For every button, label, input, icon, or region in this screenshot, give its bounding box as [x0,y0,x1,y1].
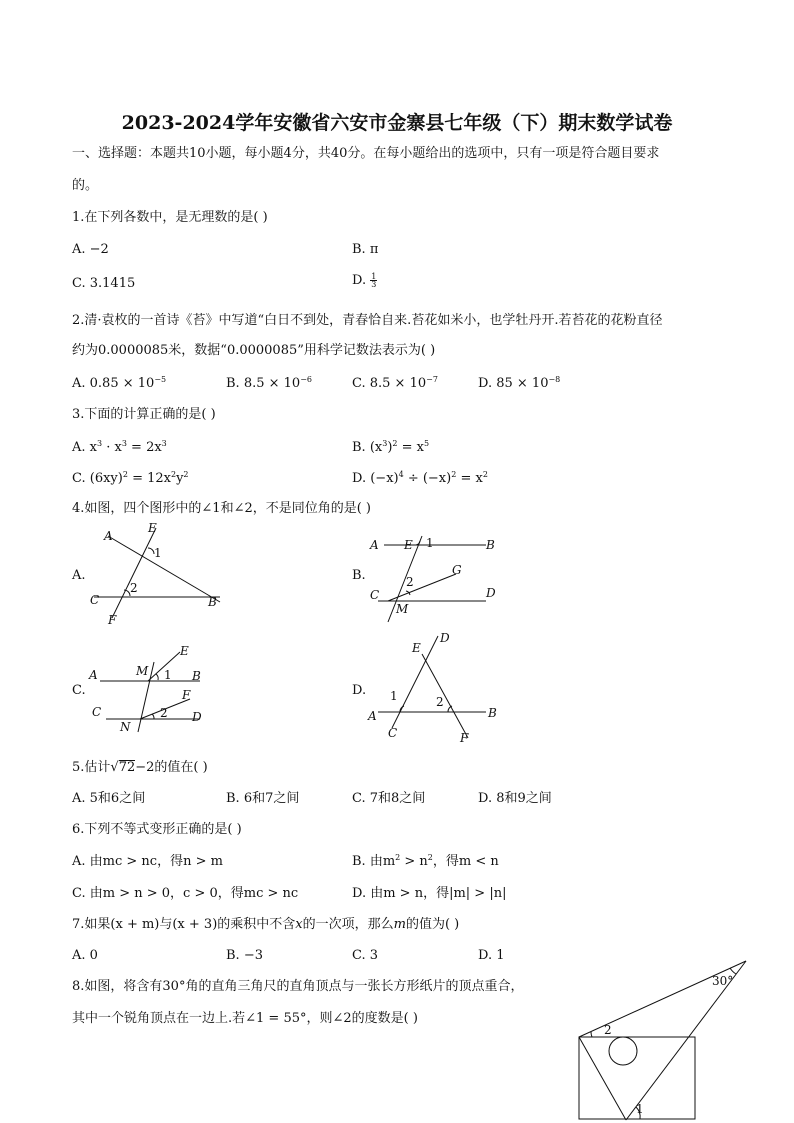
section-header-cont: 的。 [72,178,99,193]
figure-b [364,530,514,628]
sqrt-sign: √ [110,760,119,775]
q2-option-c [352,376,438,392]
q1-option-d-prefix: D. [352,273,367,288]
label-2: 2 [406,575,414,589]
radicand: 72 [118,760,136,775]
label-D: D [486,586,496,600]
q3-option-b: B. $(x^3)^2 = x^5$ [352,439,430,455]
q2-option-b [226,376,312,392]
q7-option-a: A. 0 [72,948,98,963]
label-E: E [412,641,421,655]
figure-d [364,628,504,746]
label-A: A [368,709,377,723]
label-1: 1 [164,668,172,682]
q4-option-b: B. [352,568,366,583]
q2-stem-line2: 约为0.0000085米，数据“0.0000085”用科学记数法表示为( ) [72,343,436,358]
q6-option-b: B. 由$m^2 > n^2$，得m < n [352,853,499,869]
q7-option-c: C. 3 [352,948,379,963]
base: B. 8.5 × 10 [226,376,301,391]
q7-option-b: B. −3 [226,948,263,963]
label-G: G [452,563,462,577]
q6-option-d: D. 由m > n，得|m| > |n| [352,886,507,901]
label-F: F [108,613,117,627]
page-title: 2023-2024学年安徽省六安市金寨县七年级（下）期末数学试卷 [121,112,673,134]
q8-stem-line1: 8.如图，将含有30°角的直角三角尺的直角顶点与一张长方形纸片的顶点重合， [72,979,524,994]
label-A: A [104,529,113,543]
angle-arc [156,674,158,680]
q6-option-c: C. 由m > n > 0，c > 0，得mc > nc [72,886,299,901]
fraction [370,273,377,288]
section-header: 一、选择题：本题共10小题，每小题4分，共40分。在每小题给出的选项中，只有一项是符合题目要求 [72,146,660,161]
label-M: M [396,602,409,616]
label-M: M [136,664,149,678]
label-30-degree: 30° [712,974,734,988]
label-1: 1 [390,689,398,703]
q5-stem-prefix: 5.估计 [72,760,111,775]
q3-stem: 3.下面的计算正确的是( ) [72,407,216,422]
q4-option-a: A. [72,568,86,583]
q3-option-d: D. $(-x)^4 \div (-x)^2 = x^2$ [352,470,488,486]
q6-option-a: A. 由mc > nc，得n > m [72,854,223,869]
line-EF [422,654,468,738]
q5-stem [72,760,208,776]
q3-option-c: C. $(6xy)^2 = 12x^2y^2$ [72,470,189,486]
label-D: D [192,710,202,724]
q8-stem-line2: 其中一个锐角顶点在一边上.若∠1 = 55°，则∠2的度数是( ) [72,1011,418,1026]
q3-option-a: A. $x^3 \cdot x^3 = 2x^3$ [72,439,167,455]
figure-c [86,640,216,738]
label-B: B [486,538,495,552]
q5-option-a: A. 5和6之间 [72,791,146,806]
label-F: F [182,688,191,702]
base: A. 0.85 × 10 [72,376,155,391]
label-E: E [404,538,413,552]
q1-option-c: C. 3.1415 [72,276,136,291]
q1-option-d [352,273,377,289]
label-F: F [460,731,469,745]
triangle-hole [609,1037,637,1065]
q2-stem-line1: 2.清·袁枚的一首诗《苔》中写道“白日不到处，青春恰自来.苔花如米小，也学牡丹开.若苔花的花粉直径 [72,313,663,328]
label-C: C [90,593,100,607]
angle-arc [152,714,154,719]
q6-stem: 6.下列不等式变形正确的是( ) [72,822,242,837]
q5-option-b: B. 6和7之间 [226,791,300,806]
q2-option-a [72,376,166,392]
figure-q8 [572,955,754,1123]
label-A: A [89,668,98,682]
label-D: D [440,631,450,645]
label-C: C [388,726,398,740]
q5-option-d: D. 8和9之间 [478,791,552,806]
q7-stem: 7.如果(x + m)与(x + 3)的乘积中不含x的一次项，那么m的值为( ) [72,917,460,932]
label-C: C [370,588,380,602]
q1-option-a: A. −2 [72,242,109,257]
q1-stem: 1.在下列各数中，是无理数的是( ) [72,210,268,225]
label-A: A [370,538,379,552]
label-2: 2 [160,706,168,720]
label-E: E [148,521,157,535]
label-B: B [488,706,497,720]
label-1: 1 [636,1102,644,1116]
line-CG [388,574,456,601]
denominator: 3 [371,280,377,289]
label-1: 1 [154,546,162,560]
label-2: 2 [604,1023,612,1037]
label-E: E [180,644,189,658]
q2-option-d [478,376,560,392]
angle-arc [591,1032,592,1037]
label-B: B [192,669,201,683]
base: D. 85 × 10 [478,376,549,391]
figure-a [84,518,234,630]
exponent: −5 [154,375,167,384]
q5-stem-suffix: −2的值在( ) [135,760,208,775]
q4-option-d: D. [352,683,367,698]
base: C. 8.5 × 10 [352,376,427,391]
q7-option-d: D. 1 [478,948,505,963]
angle-arc [416,541,420,545]
exponent: −8 [548,375,561,384]
q1-option-b: B. π [352,242,379,257]
numerator: 1 [371,272,377,281]
q5-option-c: C. 7和8之间 [352,791,426,806]
exponent: −6 [300,375,312,384]
label-2: 2 [436,695,444,709]
label-1: 1 [426,536,434,550]
label-C: C [92,705,102,719]
q4-stem: 4.如图，四个图形中的∠1和∠2，不是同位角的是( ) [72,501,372,516]
label-B: B [208,595,217,609]
label-N: N [120,720,131,734]
line-EF [112,528,156,618]
label-2: 2 [130,581,138,595]
triangle-short-side [579,1037,626,1120]
exponent: −7 [426,375,438,384]
q4-option-c: C. [72,683,86,698]
